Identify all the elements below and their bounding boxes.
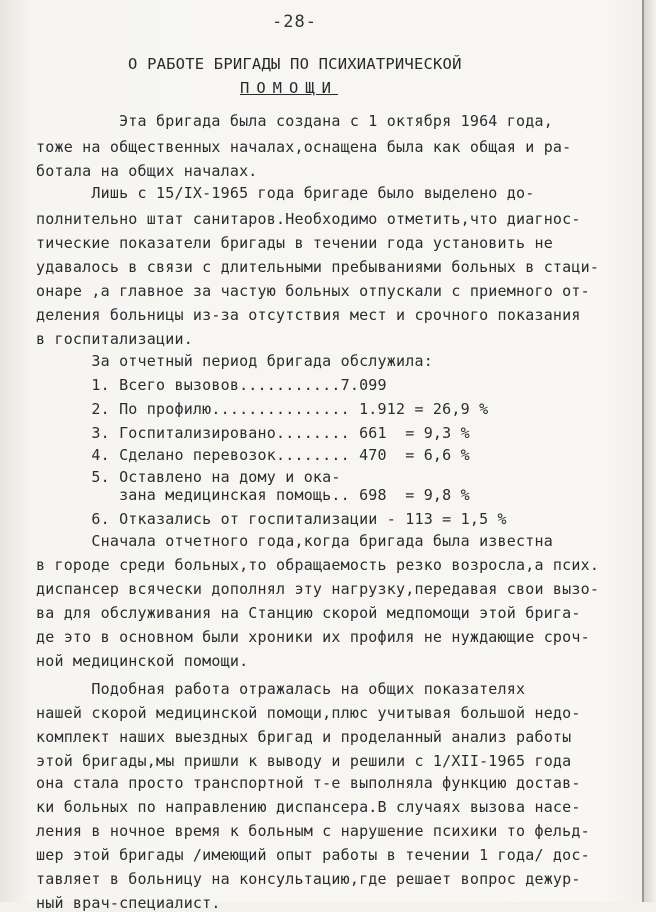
body-line: нашей скорой медицинской помощи,плюс учитывая большой недо-	[36, 704, 581, 722]
body-line: ки больных по направлению диспансера.В случаях вызова насе-	[36, 798, 581, 816]
body-line: полнительно штат санитаров.Необходимо отметить,что диагнос-	[36, 210, 581, 228]
title-line-1: О РАБОТЕ БРИГАДЫ ПО ПСИХИАТРИЧЕСКОЙ	[128, 55, 462, 73]
body-line: диспансер всячески дополнял эту нагрузку,передавая свои вызо-	[36, 580, 600, 598]
body-line: Лишь с 15/IX-1965 года бригаде было выделено до-	[36, 184, 535, 202]
page-edge-shadow	[644, 0, 656, 902]
body-line: ный врач-специалист.	[36, 894, 221, 912]
body-line: Сначала отчетного года,когда бригада была известна	[36, 532, 553, 550]
body-line: зана медицинская помощь.. 698 = 9,8 %	[36, 486, 470, 504]
body-line: ления в ночное время к больным с нарушение психики то фельд-	[36, 822, 590, 840]
body-line: тоже на общественных началах,оснащена была как общая и ра-	[36, 138, 572, 156]
title-line-2: ПОМОЩИ	[240, 79, 338, 97]
body-line: шер этой бригады /имеющий опыт работы в течении 1 года/ дос-	[36, 846, 590, 864]
body-line: в городе среди больных,то обращаемость резко возросла,а псих.	[36, 556, 600, 574]
body-line: ной медицинской помощи.	[36, 652, 249, 670]
body-line: онаре ,а главное за частую больных отпускали с приемного от-	[36, 282, 590, 300]
page-number: -28-	[272, 12, 317, 32]
body-line: она стала просто транспортной т-е выполняла функцию достав-	[36, 774, 581, 792]
body-line: ботала на общих началах.	[36, 162, 258, 180]
body-line: Подобная работа отражалась на общих показателях	[36, 680, 526, 698]
body-line: удавалось в связи с длительными пребываниями больных в стаци-	[36, 258, 600, 276]
body-line: 2. По профилю............... 1.912 = 26,9 %	[36, 400, 489, 418]
body-line: комплект наших выездных бригад и проделанный анализ работы	[36, 728, 572, 746]
body-line: 3. Госпитализировано........ 661 = 9,3 %	[36, 424, 470, 442]
body-line: 6. Отказались от госпитализации - 113 = 1,5 %	[36, 510, 507, 528]
body-line: Эта бригада была создана с 1 октября 1964 года,	[36, 112, 553, 130]
body-line: в госпитализации.	[36, 330, 193, 348]
body-line: деления больницы из-за отсутствия мест и срочного показания	[36, 306, 581, 324]
body-line: За отчетный период бригада обслужила:	[36, 352, 433, 370]
document-title	[128, 52, 488, 100]
body-line: 5. Оставлено на дому и ока-	[36, 468, 341, 486]
body-line: тавляет в больницу на консультацию,где решает вопрос дежур-	[36, 870, 581, 888]
page-edge-line	[642, 0, 644, 902]
body-line: этой бригады,мы пришли к выводу и решили с 1/XII-1965 года	[36, 752, 572, 770]
body-line: тические показатели бригады в течении года установить не	[36, 234, 553, 252]
body-line: 4. Сделано перевозок........ 470 = 6,6 %	[36, 446, 470, 464]
body-line: де это в основном были хроники их профиля не нуждающие сроч-	[36, 628, 590, 646]
body-line: ва для обслуживания на Станцию скорой медпомощи этой брига-	[36, 604, 581, 622]
body-line: 1. Всего вызовов...........7.099	[36, 376, 387, 394]
